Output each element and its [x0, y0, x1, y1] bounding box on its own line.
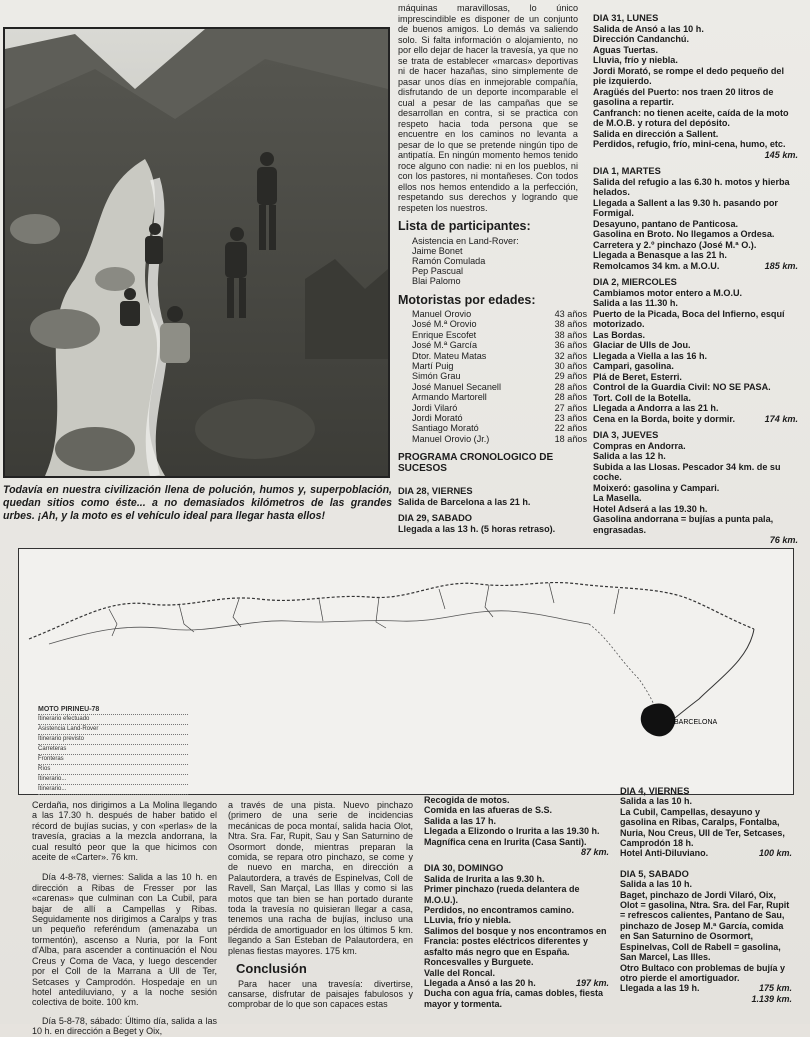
chronology-line: Dirección Candanchú.	[593, 34, 690, 44]
map-label-barcelona: BARCELONA	[674, 719, 718, 726]
mountain-stream-photo	[3, 27, 390, 478]
day-1-title: DIA 1, MARTES	[593, 166, 661, 176]
rider-row: Armando Martorell 28 años	[412, 392, 587, 403]
chronology-line: Salida en dirección a Sallent.	[593, 128, 719, 139]
chronology-line: Aguas Tuertas.	[593, 44, 659, 55]
sunday-pre-lines	[424, 795, 609, 847]
legend-item: Ríos	[38, 765, 188, 775]
chronology-line: Hotel Adserá a las 19.30 h.	[593, 503, 708, 514]
chronology-line: Llegada a Benasque a las 21 h.	[593, 250, 727, 260]
day-4-lines	[620, 796, 792, 848]
legend-item: Itinerario...	[38, 785, 188, 795]
chronology-line: Salida del refugio a las 6.30 h. motos y hierba helados.	[593, 176, 790, 197]
chronology-line: Salida de Irurita a las 9.30 h.	[424, 873, 545, 884]
chronology-line: Salida de Ansó a las 10 h.	[593, 23, 704, 34]
rider-row: Jordi Vilaró 27 años	[412, 402, 587, 413]
day-1-lines	[593, 177, 798, 261]
chronology-line: Salida a las 10 h.	[620, 796, 693, 807]
chronology-line: Salida a las 10 h.	[620, 879, 693, 890]
day-4-last-row: Hotel Anti-Diluviano. 100 km.	[620, 848, 792, 859]
b3-km-row: 87 km.	[580, 847, 609, 858]
rider-row: Manuel Orovio (Jr.) 18 años	[412, 433, 587, 444]
bottom-paragraph: Cerdaña, nos dirigimos a La Molina llegando a las 17.30 h. después de haber batido el récord de bujías sucias, y con «perlas» de la travesía, gracias a la mezcla andorrana, la cual resultó peor que la que hicimos con aceite de «Carter». 76 km.	[32, 800, 217, 863]
legend-item: Asistencia Land-Rover	[38, 725, 188, 735]
bottom-paragraph: Día 5-8-78, sábado: Último día, salida a las 10 h. en dirección a Beget y Oix,	[32, 1015, 217, 1037]
day-31-km-row: 145 km.	[764, 149, 798, 160]
chronology-line: Canfranch: no tienen aceite, caída de la moto de M.O.B. y rotura del depósito.	[593, 107, 789, 128]
intro-paragraph: máquinas maravillosas, lo único imprescindible es disponer de un conjunto de buenos amigos. Lo demás va saliendo solo. Si falta información o alojamiento, no por ello dejar de hacer la travesía, ya que no se trata de establecer «marcas» deportivas ni de hacer hazañas, sino simplemente de pasar unos días en inmejorable compañía, disfrutando de un deporte incomparable el cual a pesar de las campañas que se desarrollan en contra, si se practica con respeto hacia toda persona que se encuentre en los caminos no levanta a pesar de lo que se pretende ningún tipo de antipatía. En ningún momento hemos tenido roce alguno con nadie: ni en los pueblos, ni con los pastores, ni montañeses. Con todos ellos nos hemos entendido a la perfección, respetando sus derechos y logrando que respeten los nuestros.	[398, 3, 578, 213]
chronology-line: Magnífica cena en Irurita (Casa Santi).	[424, 836, 587, 847]
day-30-title: DIA 30, DOMINGO	[424, 863, 504, 874]
program-heading: PROGRAMA CRONOLOGICO DE SUCESOS	[398, 452, 554, 475]
participants-heading: Lista de participantes:	[398, 219, 531, 233]
day-3-title: DIA 3, JUEVES	[593, 430, 659, 440]
participant-item: Asistencia en Land-Rover:	[412, 235, 519, 246]
chronology-line: Desayuno, pantano de Panticosa.	[593, 218, 739, 229]
legend-item: Itinerario efectuado	[38, 715, 188, 725]
chronology-line: Moixeró: gasolina y Campari.	[593, 482, 720, 493]
chronology-line: Cambiamos motor entero a M.O.U.	[593, 287, 743, 298]
chronology-line: Control de la Guardia Civil: NO SE PASA.	[593, 382, 771, 392]
day-2-lines	[593, 288, 798, 414]
chronology-line: Puerto de la Picada, Boca del Infierno, esquí motorizado.	[593, 308, 785, 329]
participant-item: Blai Palomo	[412, 276, 461, 287]
column-chronology	[593, 13, 798, 546]
chronology-line: LLuvia, frío y niebla.	[424, 915, 512, 926]
rider-row: Martí Puig 30 años	[412, 361, 587, 372]
day-30-tail: Ducha con agua fría, camas dobles, fiesta mayor y tormenta.	[424, 988, 604, 1009]
rider-row: Simón Grau 29 años	[412, 371, 587, 382]
participant-item: Jaime Bonet	[412, 245, 463, 256]
chronology-line: Salida a las 12 h.	[593, 451, 666, 461]
day-5-arrival-row: Llegada a las 19 h. 175 km.	[620, 983, 792, 994]
participants-list	[398, 236, 578, 287]
rider-row: José M.ª Orovio 38 años	[412, 319, 587, 330]
bottom-column-2	[228, 800, 413, 1010]
chronology-line: Salida a las 11.30 h.	[593, 298, 678, 308]
chronology-line: La Masella.	[593, 493, 642, 503]
chronology-line: Baget, pinchazo de Jordi Vilaró, Oix, Olot = gasolina, Ntra. Sra. del Far, Rupit = refrescos calientes, Pantano de Sau, pinchazo de Josep M.ª García, comida en San Saturnino de Osormort, Espinelvas, Coll de Rabell = gasolina, San Marcel, Las Illes.	[620, 889, 790, 963]
rider-row: Dtor. Mateu Matas 32 años	[412, 350, 587, 361]
day-28-title: DIA 28, VIERNES	[398, 486, 473, 497]
chronology-line: Llegada a Andorra a las 21 h.	[593, 403, 719, 413]
legend-item: Carreteras	[38, 745, 188, 755]
chronology-line: Comida en las afueras de S.S.	[424, 805, 553, 816]
chronology-line: Llegada a Elizondo o Irurita a las 19.30 h.	[424, 826, 600, 837]
day-30-arrival-row: Llegada a Ansó a las 20 h. 197 km.	[424, 977, 609, 988]
bottom-paragraph: a través de una pista. Nuevo pinchazo (primero de una serie de incidencias mecánicas de poca montaí, salida hacia Olot, Ntra. Sra. Far, Rupit, Sau y San Saturnino de Osormort donde, mientras preparan la comida, se repara otro pinchazo, se come y de nuevo en marcha, en dirección a Palautordera, a través de Espinelvas, Coll de Ravell, San Marçal, Las Illas y como si las motos que tan bien se han portado durante toda la travesía no quisieran llegar a casa, tenemos una racha de bujías, incluso una pérdida de amortiguador en los últimos 5 km. llegando a San Esteban de Palautordera, en plenas fiestas mayores. 175 km.	[228, 800, 413, 956]
rider-row: Manuel Orovio 43 años	[412, 309, 587, 320]
chronology-line: Compras en Andorra.	[593, 440, 686, 451]
rider-row: José Manuel Secanell 28 años	[412, 381, 587, 392]
day-30-lines	[424, 874, 609, 978]
day-2-title: DIA 2, MIERCOLES	[593, 277, 677, 287]
chronology-line: Glaciar de Ulls de Jou.	[593, 340, 691, 350]
chronology-line: Valle del Roncal.	[424, 967, 496, 978]
conclusion-heading: Conclusión	[236, 961, 307, 977]
chronology-line: Tort. Coll de la Botella.	[593, 392, 691, 403]
bottom-paragraph: Día 4-8-78, viernes: Salida a las 10 h. en dirección a Ribas de Fresser por las «carenas» que culminan con La Cubil, para bajar de allí a Campellas y Ribas. Seguidamente nos dirigimos a Caralps y tras un pequeño referéndum (amenazaba un tormentón), ascenso a Nuria, por la Font d'Alba, para ascender a continuación el Nou Creus y Coma de Vaca, y luego descender por el Coll de la Marrana a Ull de Ter, Setcases y Camprodón. Hospedaje en un hotel antediluviano, y a la noche sesión colectiva de boite. 100 km.	[32, 872, 217, 1008]
rider-row: Jordi Morató 23 años	[412, 413, 587, 424]
day-4-title: DIA 4, VIERNES	[620, 786, 690, 796]
chronology-line: Otro Bultaco con problemas de bujía y otro pierde el amortiguador.	[620, 962, 786, 983]
day-1-last-row: Remolcamos 34 km. a M.O.U. 185 km.	[593, 260, 798, 271]
rider-row: José M.ª García 36 años	[412, 340, 587, 351]
day-2-last-row: Cena en la Borda, boite y dormir. 174 km.	[593, 413, 798, 424]
chronology-line: Plá de Beret, Esterri.	[593, 371, 682, 382]
chronology-line: Perdidos, refugio, frío, mini-cena, humo, etc.	[593, 139, 786, 149]
day-5-title: DIA 5, SABADO	[620, 868, 689, 879]
chronology-line: Perdidos, no encontramos camino.	[424, 905, 575, 916]
chronology-line: Carretera y 2.º pinchazo (José M.ª O.).	[593, 239, 757, 250]
day-31-lines	[593, 24, 798, 150]
rider-row: Santiago Morató 22 años	[412, 423, 587, 434]
participant-item: Pep Pascual	[412, 266, 464, 277]
chronology-line: Salida a las 17 h.	[424, 815, 497, 826]
riders-heading: Motoristas por edades:	[398, 292, 536, 307]
legend-item: Itinerario previsto	[38, 735, 188, 745]
photo-illustration	[5, 29, 388, 476]
chronology-line: Roncesvalles y Burguete.	[424, 957, 534, 968]
day-28-text: Salida de Barcelona a las 21 h.	[398, 496, 531, 507]
legend-item: Fronteras	[38, 755, 188, 765]
chronology-line: Llegada a Viella a las 16 h.	[593, 350, 708, 361]
column-intro	[398, 3, 587, 534]
riders-list	[398, 309, 587, 444]
chronology-line: Campari, gasolina.	[593, 361, 674, 371]
chronology-line: Lluvia, frío y niebla.	[593, 55, 678, 65]
chronology-line: Aragüés del Puerto: nos traen 20 litros de gasolina a repartir.	[593, 86, 774, 107]
rider-row: Enrique Escofet 38 años	[412, 329, 587, 340]
bottom-column-3	[424, 795, 609, 1009]
participant-item: Ramón Comulada	[412, 255, 486, 266]
chronology-line: Las Bordas.	[593, 329, 646, 340]
day-29-title: DIA 29, SABADO	[398, 513, 473, 524]
chronology-line: Jordi Morató, se rompe el dedo pequeño del pie izquierdo.	[593, 65, 784, 86]
day-29-text: Llegada a las 13 h. (5 horas retraso).	[398, 523, 556, 534]
bottom-column-1	[32, 800, 217, 1037]
chronology-line: La Cubil, Campellas, desayuno y gasolina en Ribas, Caralps, Fontalba, Nuria, Nou Creus, Ull de Ter, Setcases, Camprodón 18 h.	[620, 806, 785, 849]
day-3-lines	[593, 441, 798, 536]
map-legend	[38, 705, 188, 795]
photo-caption: Todavía en nuestra civilización llena de polución, humos y, superpoblación, quedan sitios como éste... a no demasiados kilómetros de las grandes urbes. ¡Ah, y la moto es el vehículo ideal para llegar hasta ellos!	[3, 484, 392, 522]
legend-title: MOTO PIRINEU-78	[38, 705, 188, 715]
day-3-km-row: 76 km.	[769, 535, 798, 545]
chronology-line: Llegada a Sallent a las 9.30 h. pasando por Formigal.	[593, 197, 778, 218]
day-31-title: DIA 31, LUNES	[593, 13, 659, 23]
chronology-line: Gasolina andorrana = bujías a punta pala, engrasadas.	[593, 514, 774, 535]
legend-item: Itinerario...	[38, 775, 188, 785]
chronology-line: Subida a las Llosas. Pescador 34 km. de su coche.	[593, 461, 781, 482]
total-km-row: 1.139 km.	[751, 993, 792, 1004]
chronology-line: Gasolina en Broto. No llegamos a Ordesa.	[593, 229, 775, 239]
chronology-line: Recogida de motos.	[424, 795, 510, 805]
chronology-line: Primer pinchazo (rueda delantera de M.O.U.).	[424, 884, 580, 905]
day-5-lines	[620, 879, 792, 983]
conclusion-text: Para hacer una travesía: divertirse, cansarse, disfrutar de paisajes fabulosos y comprobar de lo que son capaces estas	[228, 978, 413, 1010]
chronology-line: Salimos del bosque y nos encontramos en Francia: postes eléctricos diferentes y asfalto más negro que en España.	[424, 925, 607, 957]
bottom-column-4	[620, 786, 792, 1004]
